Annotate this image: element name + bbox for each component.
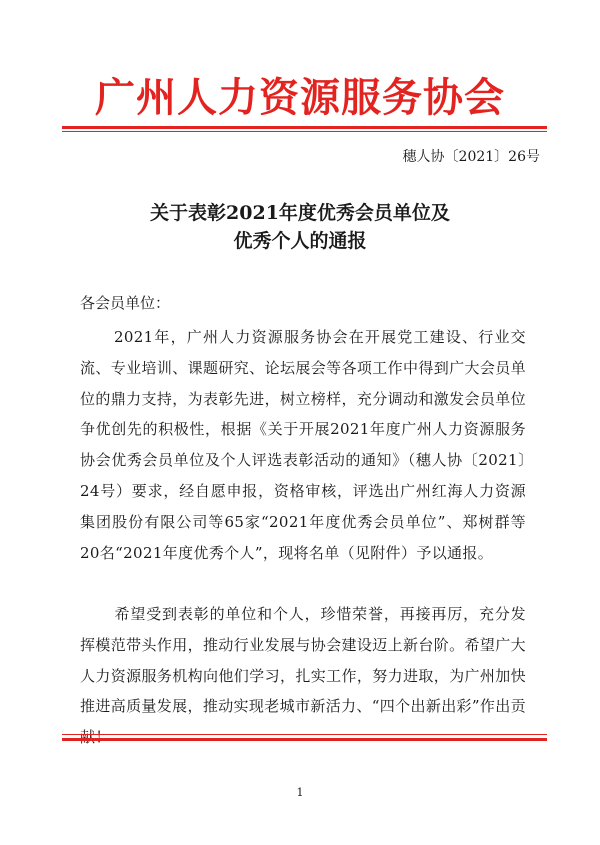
body-paragraph-2 bbox=[80, 599, 526, 753]
body-paragraph-1 bbox=[80, 322, 526, 568]
footer-divider-thick bbox=[62, 738, 547, 741]
body-paragraph-2-text: 希望受到表彰的单位和个人，珍惜荣誉，再接再厉，充分发挥模范带头作用，推动行业发展与协会建设迈上新台阶。希望广大人力资源服务机构向他们学习，扎实工作，努力进取，为广州加快推进高质量发展，推动实现老城市新活力、“四个出新出彩”作出贡 bbox=[80, 605, 526, 716]
salutation: 各会员单位： bbox=[80, 294, 171, 312]
masthead-divider-thick bbox=[62, 126, 547, 129]
notice-title-line-1: 关于表彰2021年度优秀会员单位及 bbox=[150, 202, 450, 224]
notice-title-line-2: 优秀个人的通报 bbox=[233, 230, 367, 252]
body-paragraph-1-text: 2021年，广州人力资源服务协会在开展党工建设、行业交流、专业培训、课题研究、论坛展会等各项工作中得到广大会员单位的鼎力支持，为表彰先进，树立榜样，充分调动和激发会员单位争优创先的积极性，根据《关于开展2021年度广州人力资源服务协会优秀会员单位及个人评选表彰活动的通知》（穗人协〔2021〕24号）要求，经自愿申报，资格审核，评选出广州红海人力资源集团股份有限公司等65家“2021年度优秀会员单位”、郑树群等20名“2021年度优秀个人”，现将名单（见附件）予以通报。 bbox=[80, 328, 526, 562]
page-number: 1 bbox=[296, 786, 304, 799]
footer-divider-thin bbox=[62, 734, 547, 735]
document-number: 穗人协〔2021〕26号 bbox=[402, 149, 540, 165]
organization-masthead: 广州人力资源服务协会 bbox=[95, 74, 505, 121]
masthead-divider-thin bbox=[62, 131, 547, 132]
